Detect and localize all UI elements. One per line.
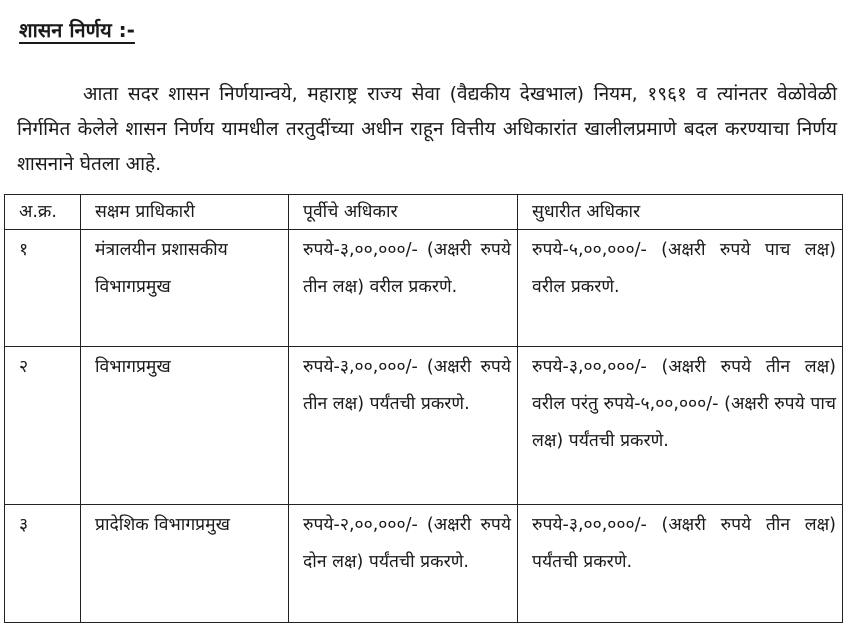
cell-previous-powers: रुपये-२,००,०००/- (अक्षरी रुपये दोन लक्ष) पर्यंतची प्रकरणे. — [289, 505, 518, 623]
header-previous-powers: पूर्वीचे अधिकार — [289, 195, 518, 230]
cell-previous-powers: रुपये-३,००,०००/- (अक्षरी रुपये तीन लक्ष) पर्यंतची प्रकरणे. — [289, 347, 518, 505]
cell-serial-number: १ — [5, 230, 81, 347]
table-row — [5, 347, 843, 505]
cell-competent-authority: मंत्रालयीन प्रशासकीय विभागप्रमुख — [81, 230, 289, 347]
cell-competent-authority: प्रादेशिक विभागप्रमुख — [81, 505, 289, 623]
financial-powers-table — [4, 194, 843, 623]
section-heading: शासन निर्णय :- — [19, 18, 135, 42]
header-competent-authority: सक्षम प्राधिकारी — [81, 195, 289, 230]
cell-revised-powers: रुपये-५,००,०००/- (अक्षरी रुपये पाच लक्ष) वरील प्रकरणे. — [518, 230, 843, 347]
intro-paragraph — [17, 77, 837, 182]
table-header-row — [5, 195, 843, 230]
table-row — [5, 230, 843, 347]
cell-serial-number: ३ — [5, 505, 81, 623]
cell-revised-powers: रुपये-३,००,०००/- (अक्षरी रुपये तीन लक्ष) वरील परंतु रुपये-५,००,०००/- (अक्षरी रुपये पाच लक्ष) पर्यंतची प्रकरणे. — [518, 347, 843, 505]
cell-serial-number: २ — [5, 347, 81, 505]
cell-competent-authority: विभागप्रमुख — [81, 347, 289, 505]
header-serial-number: अ.क्र. — [5, 195, 81, 230]
cell-previous-powers: रुपये-३,००,०००/- (अक्षरी रुपये तीन लक्ष) वरील प्रकरणे. — [289, 230, 518, 347]
header-revised-powers: सुधारीत अधिकार — [518, 195, 843, 230]
table-row — [5, 505, 843, 623]
cell-revised-powers: रुपये-३,००,०००/- (अक्षरी रुपये तीन लक्ष) पर्यंतची प्रकरणे. — [518, 505, 843, 623]
intro-paragraph-text: आता सदर शासन निर्णयान्वये, महाराष्ट्र राज्य सेवा (वैद्यकीय देखभाल) नियम, १९६१ व त्यांनतर वेळोवेळी निर्गमित केलेले शासन निर्णय यामधील तरतुदींच्या अधीन राहून वित्तीय अधिकारांत खालीलप्रमाणे बदल करण्याचा निर्णय शासनाने घेतला आहे. — [17, 83, 837, 175]
